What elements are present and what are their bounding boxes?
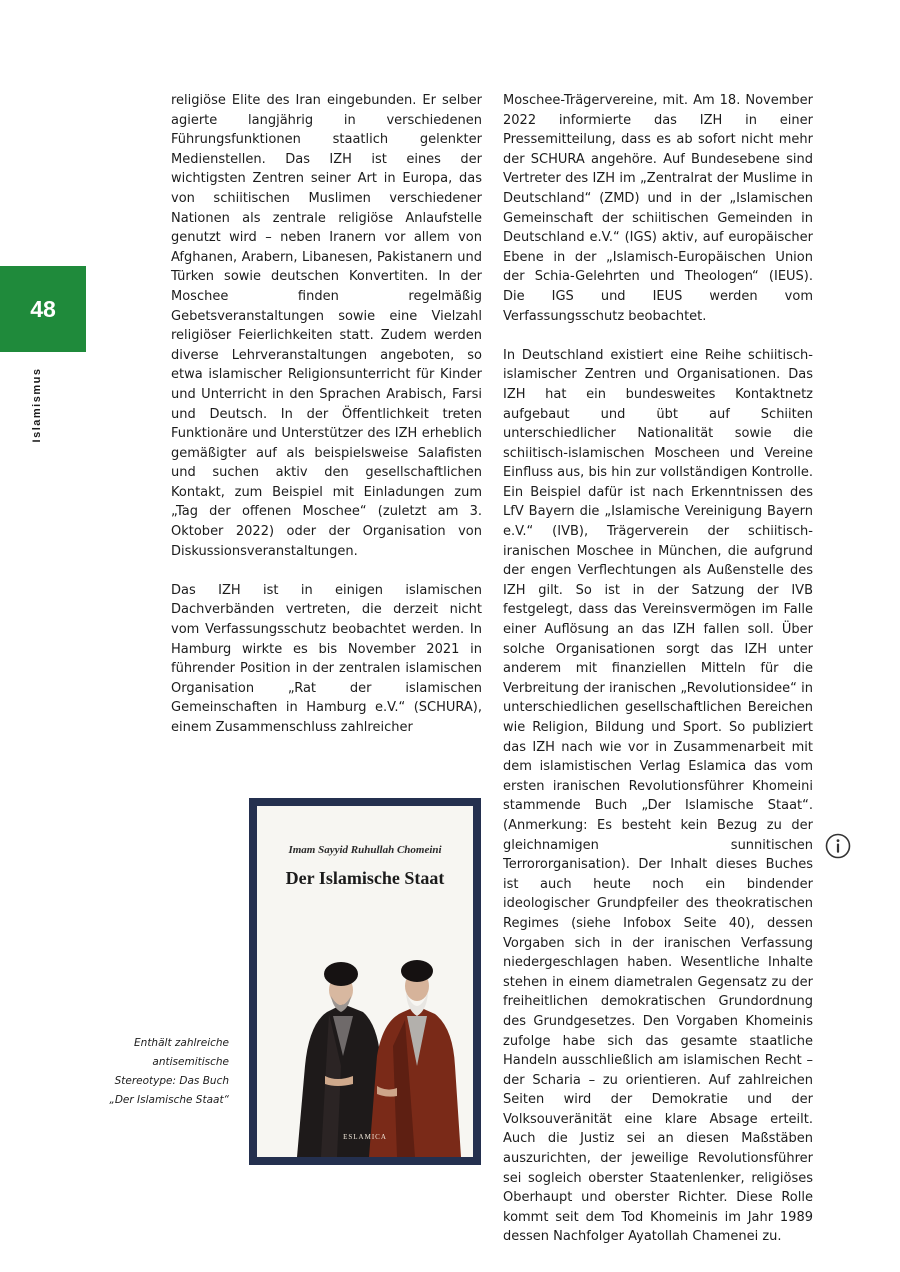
book-cover-photo — [257, 916, 473, 1157]
left-text-column — [171, 91, 482, 738]
figure-caption: Enthält zahlreiche antisemitische Stereotype: Das Buch „Der Islamische Staat“ — [109, 1037, 229, 1106]
section-label: Islamismus — [31, 367, 43, 443]
book-cover-image — [249, 798, 481, 1165]
right-paragraph-2: In Deutschland existiert eine Reihe schiitisch-islamischer Zentren und Organisationen. Das IZH hat ein bundesweites Kontaktnetz aufgebaut und übt auf Schiiten unterschiedlicher Nationalität sowie die schiitisch-islamischen Moscheen und Vereine Einfluss aus, bis hin zur vollständigen Kontrolle. Ein Beispiel dafür ist nach Erkenntnissen des LfV Bayern die „Islamische Vereinigung Bayern e.V.“ (IVB), Trägerverein der schiitisch-iranischen Moschee in München, die aufgrund der engen Verflechtungen als Außenstelle des IZH gilt. So ist in der Satzung der IVB festgelegt, dass das Vereinsvermögen im Falle einer Auflösung an das IZH fallen soll. Über solche Organisationen sorgt das IZH unter anderem mit finanziellen Mitteln für die Verbreitung der iranischen „Revolutionsidee“ in unterschiedlichen gesellschaftlichen Bereichen wie Religion, Bildung und Sport. So publiziert das IZH nach wie vor in Zusammenarbeit mit dem islamistischen Verlag Eslamica das vom ersten iranischen Revolutionsführer Khomeini stammende Buch „Der Islamische Staat“. (Anmerkung: Es besteht kein Bezug zu der gleichnamigen sunnitischen Terrororganisation). Der Inhalt dieses Buches ist auch heute noch ein bindender ideologischer Grundpfeiler des theokratischen Regimes (siehe Infobox Seite 40), dessen Vorgaben sich in der iranischen Verfassung niedergeschlagen haben. Wesentliche Inhalte stehen in einem diametralen Gegensatz zu der freiheitlichen demokratischen Grundordnung des Grundgesetzes. Den Vorgaben Khomeinis zufolge habe sich das gesamte staatliche Handeln ausschließlich am islamischen Recht – der Scharia – zu orientieren. Auf zahlreichen Seiten wird der Demokratie und der Volksouveränität eine klare Absage erteilt. Auch die Justiz sei an diesen Maßstäben auszurichten, der jeweilige Revolutionsführer sei sogleich oberster Staatenlenker, religiöses Oberhaupt und oberster Richter. Diese Rolle kommt seit dem Tod Khomeinis im Jahr 1989 dessen Nachfolger Ayatollah Chamenei zu. — [503, 347, 813, 1245]
page-number: 48 — [30, 295, 56, 322]
right-paragraph-1: Moschee-Trägervereine, mit. Am 18. November 2022 informierte das IZH in einer Pressemitteilung, dass es ab sofort nicht mehr der SCHURA angehöre. Auf Bundesebene sind Vertreter des IZH im „Zentralrat der Muslime in Deutschland“ (ZMD) und in der „Islamischen Gemeinschaft der schiitischen Gemeinden in Deutschland e.V.“ (IGS) aktiv, auf europäischer Ebene in der „Islamisch-Europäischen Union der Schia-Gelehrten und Theologen“ (IEUS). Die IGS und IEUS werden vom Verfassungsschutz beobachtet. — [503, 93, 813, 324]
page-number-tab — [0, 266, 86, 352]
book-title: Der Islamische Staat — [285, 868, 445, 888]
book-cover-inner — [257, 806, 473, 1157]
left-paragraph-2: Das IZH ist in einigen islamischen Dachverbänden vertreten, die derzeit nicht vom Verfassungsschutz beobachtet werden. In Hamburg wirkte es bis November 2021 in führender Position in der zentralen islamischen Organisation „Rat der islamischen Gemeinschaften in Hamburg e.V.“ (SCHURA), einem Zusammenschluss zahlreicher — [171, 582, 482, 735]
info-icon[interactable] — [825, 833, 851, 859]
left-paragraph-1: religiöse Elite des Iran eingebunden. Er selber agierte langjährig in verschiedenen Führungsfunktionen staatlich gelenkter Medienstellen. Das IZH ist eines der wichtigsten Zentren seiner Art in Europa, das von schiitischen Muslimen verschiedener Nationen als zentrale religiöse Anlaufstelle genutzt wird – neben Iranern vor allem von Afghanen, Arabern, Libanesen, Pakistanern und Türken sowie deutschen Konvertiten. In der Moschee finden regelmäßig Gebetsveranstaltungen sowie eine Vielzahl religiöser Feierlichkeiten statt. Zudem werden diverse Lehrveranstaltungen angeboten, so etwa islamischer Religionsunterricht für Kinder und Unterricht in den Sprachen Arabisch, Farsi und Deutsch. In der Öffentlichkeit treten Funktionäre und Unterstützer des IZH erheblich gemäßigter auf als beispielsweise Salafisten und suchen aktiv den gesellschaftlichen Kontakt, zum Beispiel mit Einladungen zum „Tag der offenen Moschee“ (zuletzt am 3. Oktober 2022) oder der Organisation von Diskussionsveranstaltungen. — [171, 93, 482, 559]
book-publisher: ESLAMICA — [343, 1133, 387, 1141]
right-text-column — [503, 91, 813, 1247]
book-author: Imam Sayyid Ruhullah Chomeini — [288, 844, 442, 856]
